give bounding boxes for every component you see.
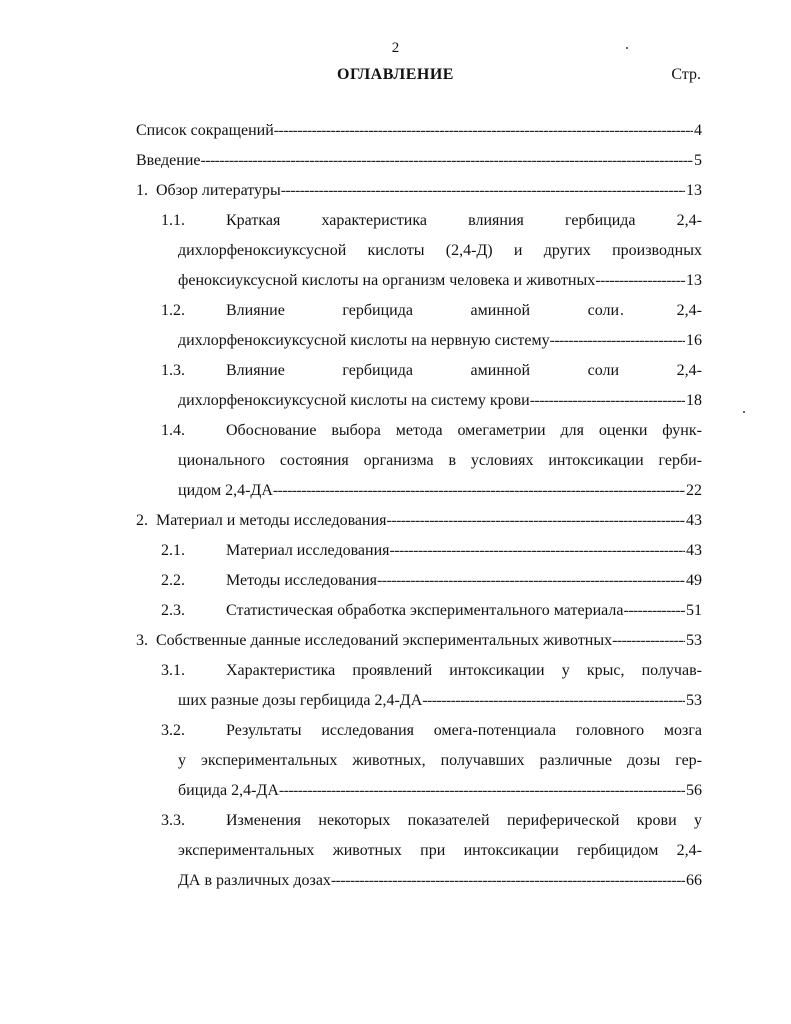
toc-entry-3-3-line2 bbox=[136, 836, 702, 866]
word: мозга bbox=[663, 722, 702, 739]
toc-entry-page: 16 bbox=[686, 332, 702, 349]
word: для bbox=[560, 422, 584, 439]
word: 2,4- bbox=[676, 842, 702, 859]
toc-entry-text: Материал и методы исследования bbox=[156, 512, 387, 529]
toc-entry-page: 43 bbox=[686, 542, 702, 559]
word: характеристика bbox=[321, 212, 427, 229]
dot-leader bbox=[279, 776, 685, 806]
toc-entry-text: Материал исследования bbox=[226, 542, 390, 559]
toc-entry-page: 5 bbox=[694, 152, 702, 169]
word: гер- bbox=[675, 752, 702, 769]
toc-entry-number: 3. bbox=[136, 632, 148, 649]
word: соли bbox=[587, 362, 620, 379]
dot-leader bbox=[377, 566, 685, 596]
toc-entry-2-1 bbox=[136, 536, 702, 566]
toc-chapter-2 bbox=[136, 506, 702, 536]
toc-entry-3-3-line3 bbox=[136, 866, 702, 896]
dot-leader bbox=[201, 146, 694, 176]
toc-entry-text: Статистическая обработка экспериментального материала bbox=[226, 602, 624, 619]
toc-entry-page: 13 bbox=[686, 182, 702, 199]
toc-entry-number: 1. bbox=[136, 182, 148, 199]
word: 2,4- bbox=[676, 212, 702, 229]
toc-entry-text: феноксиуксусной кислоты на организм человека и животных bbox=[178, 272, 596, 289]
dot-leader bbox=[273, 476, 685, 506]
toc-entry-text: ДА в различных дозах bbox=[178, 872, 331, 889]
toc-entry-number: 2.3. bbox=[161, 602, 185, 619]
word: 2,4- bbox=[676, 362, 702, 379]
word: у bbox=[178, 752, 186, 769]
word: дихлорфеноксиуксусной bbox=[178, 242, 347, 259]
word: периферической bbox=[506, 812, 620, 829]
toc-entry-number: 2.2. bbox=[161, 572, 185, 589]
word: экспериментальных bbox=[178, 842, 315, 859]
word: других bbox=[543, 242, 591, 259]
dot-leader bbox=[623, 596, 685, 626]
toc-entry-introduction bbox=[136, 146, 702, 176]
toc-entry-3-2-line3 bbox=[136, 776, 702, 806]
toc-entry-1-4-line2 bbox=[136, 446, 702, 476]
word: получав- bbox=[641, 662, 702, 679]
word: аминной bbox=[470, 362, 531, 379]
page-column-label: Стр. bbox=[671, 66, 701, 83]
dot-leader bbox=[550, 326, 685, 356]
toc-entry-page: 13 bbox=[686, 272, 702, 289]
word: интоксикации bbox=[463, 842, 559, 859]
toc-entry-page: 49 bbox=[686, 572, 702, 589]
word: производных bbox=[612, 242, 702, 259]
toc-entry-page: 22 bbox=[686, 482, 702, 499]
word: кислоты bbox=[367, 242, 425, 259]
toc-entry-page: 51 bbox=[686, 602, 702, 619]
dot-leader bbox=[612, 626, 685, 656]
word: показателей bbox=[407, 812, 490, 829]
toc-entry-number: 3.3. bbox=[161, 812, 185, 829]
word: животных bbox=[332, 842, 402, 859]
word: исследования bbox=[321, 722, 415, 739]
toc-entry-1-4-line3 bbox=[136, 476, 702, 506]
word: 2,4- bbox=[676, 302, 702, 319]
toc-entry-text: цидом 2,4-ДА bbox=[178, 482, 273, 499]
toc-entry-1-1-line3 bbox=[136, 266, 702, 296]
toc-entry-number: 1.4. bbox=[161, 422, 185, 439]
word: различные bbox=[539, 752, 612, 769]
toc-entry-3-1-line1 bbox=[136, 656, 702, 686]
word: проявлений bbox=[352, 662, 433, 679]
toc-entry-number: 3.2. bbox=[161, 722, 185, 739]
word: головного bbox=[575, 722, 645, 739]
word: у bbox=[693, 812, 702, 829]
toc-entry-1-2-line1 bbox=[136, 296, 702, 326]
word: влияния bbox=[468, 212, 524, 229]
toc-chapter-1 bbox=[136, 176, 702, 206]
toc-entry-1-3-line2 bbox=[136, 386, 702, 416]
toc-entry-1-1-line2 bbox=[136, 236, 702, 266]
toc-entry-page: 18 bbox=[686, 392, 702, 409]
word: гербицидом bbox=[577, 842, 659, 859]
toc-entry-page: 56 bbox=[686, 782, 702, 799]
dot-leader bbox=[281, 176, 685, 206]
toc-entry-text: Обзор литературы bbox=[156, 182, 281, 199]
toc-entry-text: Собственные данные исследований экспериментальных животных bbox=[156, 632, 613, 649]
page-number: 2 bbox=[391, 40, 400, 56]
word: Влияние bbox=[226, 302, 285, 319]
toc-entry-3-2-line1 bbox=[136, 716, 702, 746]
toc-entry-text: Список сокращений bbox=[136, 122, 274, 139]
word: и bbox=[513, 242, 523, 259]
word: животных, bbox=[352, 752, 426, 769]
toc-entry-number: 1.2. bbox=[161, 302, 185, 319]
toc-entry-3-1-line2 bbox=[136, 686, 702, 716]
toc-entry-3-2-line2 bbox=[136, 746, 702, 776]
toc-entry-abbreviations bbox=[136, 116, 702, 146]
word: в bbox=[448, 452, 457, 469]
word: получавших bbox=[440, 752, 525, 769]
dot-leader bbox=[422, 686, 685, 716]
scan-speck bbox=[626, 47, 628, 49]
table-of-contents bbox=[136, 116, 702, 896]
toc-title: ОГЛАВЛЕНИЕ bbox=[337, 66, 454, 83]
toc-entry-1-4-line1 bbox=[136, 416, 702, 446]
word: гербицида bbox=[342, 362, 413, 379]
toc-entry-text: бицида 2,4-ДА bbox=[178, 782, 279, 799]
toc-entry-text: дихлорфеноксиуксусной кислоты на нервную систему bbox=[178, 332, 550, 349]
word: интоксикации bbox=[548, 452, 644, 469]
toc-entry-number: 1.1. bbox=[161, 212, 185, 229]
word: интоксикации bbox=[449, 662, 545, 679]
word: Характеристика bbox=[226, 662, 336, 679]
dot-leader bbox=[331, 866, 685, 896]
word: при bbox=[420, 842, 446, 859]
toc-entry-page: 43 bbox=[686, 512, 702, 529]
dot-leader bbox=[390, 536, 685, 566]
toc-entry-1-2-line2 bbox=[136, 326, 702, 356]
toc-entry-number: 1.3. bbox=[161, 362, 185, 379]
word: некоторых bbox=[318, 812, 391, 829]
toc-entry-page: 53 bbox=[686, 632, 702, 649]
dot-leader bbox=[274, 116, 693, 146]
word: условиях bbox=[470, 452, 534, 469]
word: организма bbox=[363, 452, 434, 469]
scan-speck bbox=[743, 411, 745, 413]
word: крыс, bbox=[586, 662, 625, 679]
word: Изменения bbox=[226, 812, 302, 829]
word: экспериментальных bbox=[201, 752, 338, 769]
dot-leader bbox=[387, 506, 685, 536]
toc-entry-number: 3.1. bbox=[161, 662, 185, 679]
toc-entry-2-3 bbox=[136, 596, 702, 626]
toc-entry-text: Введение bbox=[136, 152, 201, 169]
word: состояния bbox=[279, 452, 349, 469]
toc-entry-text: дихлорфеноксиуксусной кислоты на систему крови bbox=[178, 392, 530, 409]
word: метода bbox=[395, 422, 443, 439]
toc-entry-number: 2. bbox=[136, 512, 148, 529]
word: Результаты bbox=[226, 722, 302, 739]
word: гербицида bbox=[342, 302, 413, 319]
toc-entry-number: 2.1. bbox=[161, 542, 185, 559]
toc-entry-text: Методы исследования bbox=[226, 572, 378, 589]
dot-leader bbox=[530, 386, 685, 416]
toc-entry-1-1-line1 bbox=[136, 206, 702, 236]
word: оценки bbox=[598, 422, 648, 439]
word: Обоснование bbox=[226, 422, 317, 439]
dot-leader bbox=[595, 266, 685, 296]
word: омегаметрии bbox=[457, 422, 546, 439]
toc-entry-2-2 bbox=[136, 566, 702, 596]
word: Краткая bbox=[226, 212, 281, 229]
toc-entry-1-3-line1 bbox=[136, 356, 702, 386]
word: гербицида bbox=[565, 212, 636, 229]
toc-entry-page: 53 bbox=[686, 692, 702, 709]
toc-entry-3-3-line1 bbox=[136, 806, 702, 836]
toc-entry-text: ших разные дозы гербицида 2,4-ДА bbox=[178, 692, 423, 709]
word: герби- bbox=[658, 452, 702, 469]
toc-entry-page: 66 bbox=[686, 872, 702, 889]
word: аминной bbox=[470, 302, 531, 319]
word: дозы bbox=[626, 752, 661, 769]
word: (2,4-Д) bbox=[445, 242, 493, 259]
word: Влияние bbox=[226, 362, 285, 379]
word: выбора bbox=[331, 422, 381, 439]
word: ционального bbox=[178, 452, 265, 469]
toc-entry-page: 4 bbox=[694, 122, 702, 139]
word: соли bbox=[587, 302, 620, 319]
word: функ- bbox=[662, 422, 702, 439]
word: у bbox=[561, 662, 570, 679]
word: омега-потенциала bbox=[433, 722, 557, 739]
toc-chapter-3 bbox=[136, 626, 702, 656]
word: крови bbox=[636, 812, 677, 829]
